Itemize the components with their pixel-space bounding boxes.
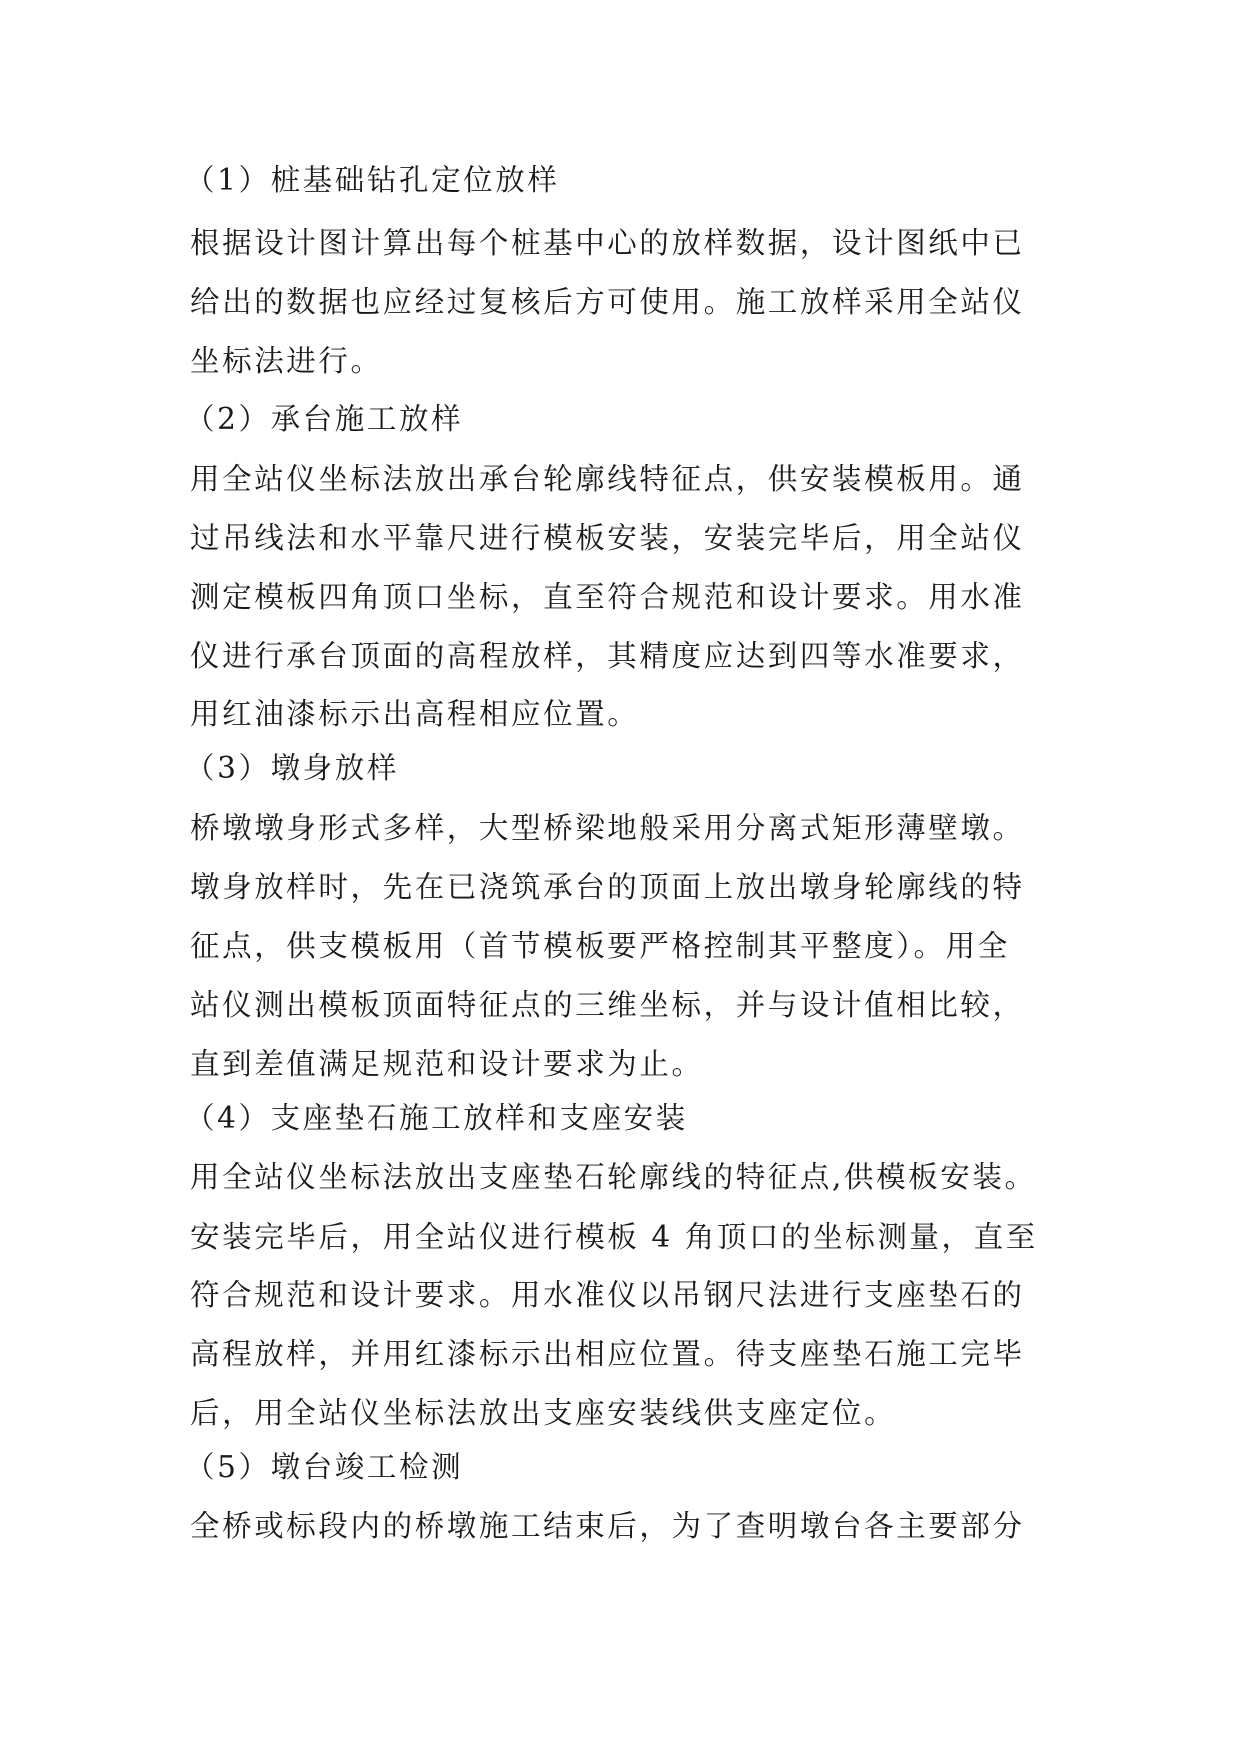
paragraph-line: 后，用全站仪坐标法放出支座安装线供支座定位。	[190, 1396, 897, 1430]
paragraph-line: 直到差值满足规范和设计要求为止。	[190, 1047, 704, 1081]
paragraph-line: 墩身放样时，先在已浇筑承台的顶面上放出墩身轮廓线的特	[190, 870, 1025, 904]
paragraph-line: 桥墩墩身形式多样，大型桥梁地般采用分离式矩形薄壁墩。	[190, 811, 1025, 845]
paragraph-line: 全桥或标段内的桥墩施工结束后，为了查明墩台各主要部分	[190, 1509, 1025, 1543]
section-heading-2: （2）承台施工放样	[185, 402, 464, 436]
paragraph-line: 仪进行承台顶面的高程放样，其精度应达到四等水准要求，	[190, 639, 1025, 673]
paragraph-line: 用全站仪坐标法放出支座垫石轮廓线的特征点,供模板安装。	[190, 1160, 1037, 1194]
section-heading-4: （4）支座垫石施工放样和支座安装	[185, 1101, 688, 1135]
section-heading-3: （3）墩身放样	[185, 751, 399, 785]
paragraph-line: 根据设计图计算出每个桩基中心的放样数据，设计图纸中已	[190, 226, 1025, 260]
section-heading-5: （5）墩台竣工检测	[185, 1450, 464, 1484]
paragraph-line: 安装完毕后，用全站仪进行模板 4 角顶口的坐标测量，直至	[190, 1220, 1038, 1254]
section-heading-1: （1）桩基础钻孔定位放样	[185, 163, 560, 197]
paragraph-line: 测定模板四角顶口坐标，直至符合规范和设计要求。用水准	[190, 580, 1025, 614]
paragraph-line: 过吊线法和水平靠尺进行模板安装，安装完毕后，用全站仪	[190, 521, 1025, 555]
paragraph-line: 高程放样，并用红漆标示出相应位置。待支座垫石施工完毕	[190, 1337, 1025, 1371]
paragraph-line: 站仪测出模板顶面特征点的三维坐标，并与设计值相比较，	[190, 988, 1025, 1022]
paragraph-line: 用红油漆标示出高程相应位置。	[190, 697, 640, 731]
paragraph-line: 符合规范和设计要求。用水准仪以吊钢尺法进行支座垫石的	[190, 1278, 1025, 1312]
paragraph-line: 给出的数据也应经过复核后方可使用。施工放样采用全站仪	[190, 285, 1025, 319]
paragraph-line: 用全站仪坐标法放出承台轮廓线特征点，供安装模板用。通	[190, 462, 1025, 496]
paragraph-line: 坐标法进行。	[190, 344, 383, 378]
paragraph-line: 征点，供支模板用（首节模板要严格控制其平整度）。用全	[190, 929, 1010, 963]
